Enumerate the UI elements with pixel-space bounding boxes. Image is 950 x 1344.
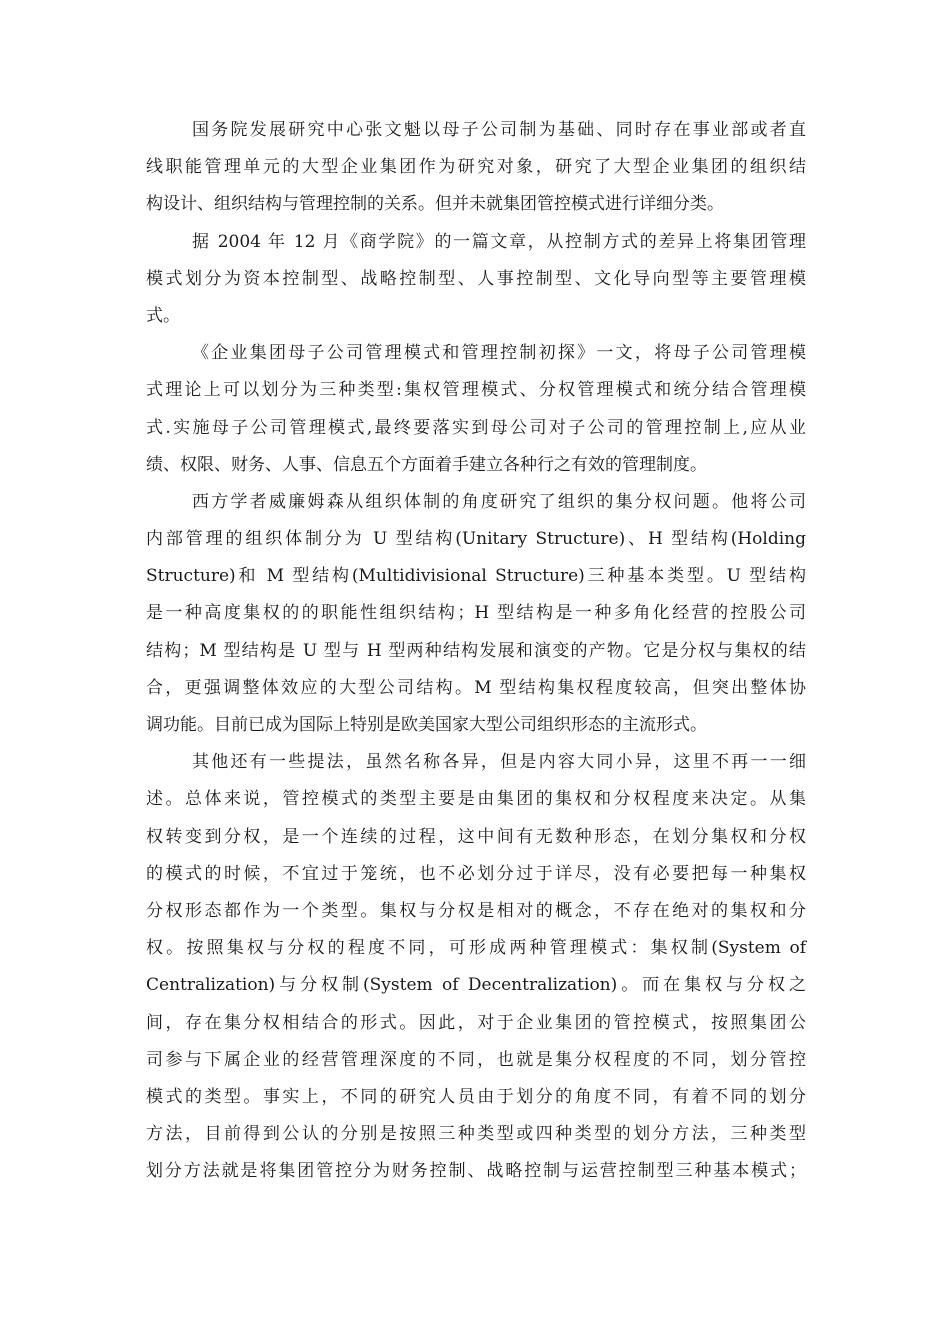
text-line: 线职能管理单元的大型企业集团作为研究对象，研究了大型企业集团的组织结: [146, 157, 806, 178]
text-line: Centralization)与分权制(System of Decentralization)。而在集权与分权之: [146, 975, 806, 996]
text-line: 方法，目前得到公认的分别是按照三种类型或四种类型的划分方法，三种类型: [146, 1124, 806, 1145]
text-line: 调功能。目前已成为国际上特别是欧美国家大型公司组织形态的主流形式。: [146, 715, 707, 735]
text-line: 构设计、组织结构与管理控制的关系。但并未就集团管控模式进行详细分类。: [146, 194, 724, 215]
text-line: 式理论上可以划分为三种类型:集权管理模式、分权管理模式和统分结合管理模: [146, 380, 806, 401]
text-line: 权。按照集权与分权的程度不同，可形成两种管理模式：集权制(System of: [146, 938, 806, 959]
text-line: 其他还有一些提法，虽然名称各异，但是内容大同小异，这里不再一一细: [192, 752, 806, 773]
text-line: 是一种高度集权的的职能性组织结构；H 型结构是一种多角化经营的控股公司: [146, 603, 806, 624]
text-line: 权转变到分权，是一个连续的过程，这中间有无数种形态，在划分集权和分权: [146, 826, 806, 847]
paragraph-2: [146, 224, 806, 336]
text-line: 间，存在集分权相结合的形式。因此，对于企业集团的管控模式，按照集团公: [146, 1012, 806, 1033]
text-line: 分权形态都作为一个类型。集权与分权是相对的概念，不存在绝对的集权和分: [146, 900, 806, 921]
text-line: 模式的类型。事实上，不同的研究人员由于划分的角度不同，有着不同的划分: [146, 1086, 806, 1107]
text-line: 国务院发展研究中心张文魁以母子公司制为基础、同时存在事业部或者直: [192, 120, 806, 140]
text-line: 绩、权限、财务、人事、信息五个方面着手建立各种行之有效的管理制度。: [146, 454, 707, 475]
text-line: 模式划分为资本控制型、战略控制型、人事控制型、文化导向型等主要管理模: [146, 268, 806, 289]
text-line: 《企业集团母子公司管理模式和管理控制初探》一文，将母子公司管理模: [192, 343, 806, 364]
paragraph-1: [146, 112, 806, 224]
text-line: 西方学者威廉姆森从组织体制的角度研究了组织的集分权问题。他将公司: [192, 491, 806, 512]
text-line: 式。: [146, 305, 180, 326]
text-line: 划分方法就是将集团管控分为财务控制、战略控制与运营控制型三种基本模式；: [146, 1161, 806, 1182]
text-line: 据 2004 年 12 月《商学院》的一篇文章，从控制方式的差异上将集团管理: [192, 231, 806, 252]
text-line: 合，更强调整体效应的大型公司结构。M 型结构集权程度较高，但突出整体协: [146, 677, 806, 698]
paragraph-4: [146, 484, 806, 744]
text-line: 述。总体来说，管控模式的类型主要是由集团的集权和分权程度来决定。从集: [146, 789, 806, 810]
text-line: 内部管理的组织体制分为 U 型结构(Unitary Structure)、H 型结构(Holding: [146, 529, 806, 550]
text-line: 的模式的时候，不宜过于笼统，也不必划分过于详尽，没有必要把每一种集权: [146, 863, 806, 884]
text-line: Structure)和 M 型结构(Multidivisional Structure)三种基本类型。U 型结构: [146, 566, 806, 587]
text-line: 结构；M 型结构是 U 型与 H 型两种结构发展和演变的产物。它是分权与集权的结: [146, 640, 806, 661]
text-line: 式.实施母子公司管理模式,最终要落实到母公司对子公司的管理控制上,应从业: [146, 417, 806, 438]
text-line: 司参与下属企业的经营管理深度的不同，也就是集分权程度的不同，划分管控: [146, 1049, 806, 1070]
paragraph-3: [146, 335, 806, 484]
document-body: [146, 112, 806, 1190]
paragraph-5: [146, 744, 806, 1190]
